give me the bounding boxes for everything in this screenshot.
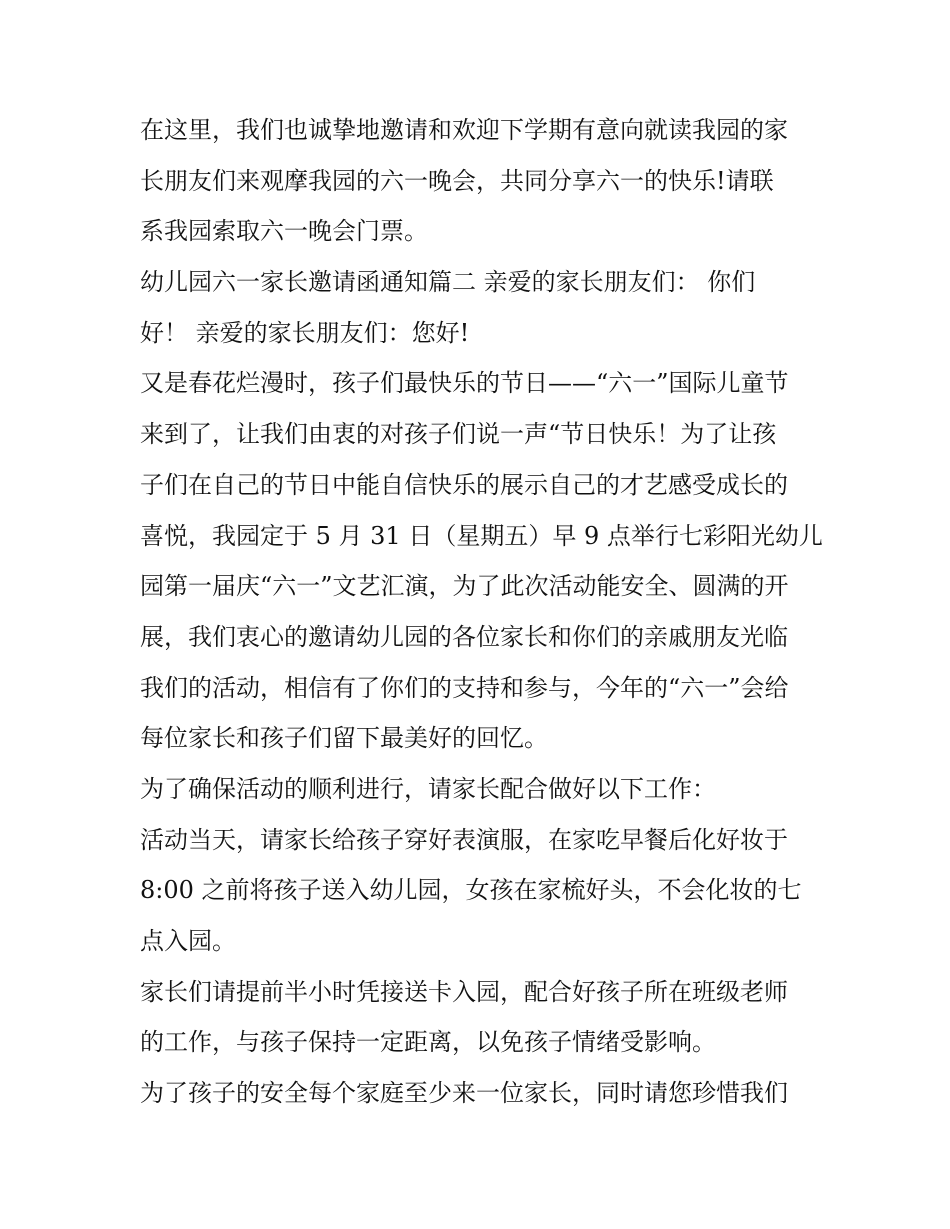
text-line: 家长们请提前半小时凭接送卡入园，配合好孩子所在班级老师: [140, 977, 788, 1006]
text-line: 活动当天，请家长给孩子穿好表演服，在家吃早餐后化好妆于: [140, 825, 788, 854]
paragraph-cooperation-intro: [140, 764, 812, 815]
text-line: 点入园。: [140, 927, 236, 955]
text-line: 系我园索取六一晚会门票。: [140, 217, 428, 246]
text-line: 的工作，与孩子保持一定距离，以免孩子情绪受影响。: [140, 1028, 716, 1057]
paragraph-welcome-invitation: [140, 105, 812, 257]
text-line: 长朋友们来观摩我园的六一晚会，共同分享六一的快乐!请联: [140, 166, 774, 195]
paragraph-section-two-heading: [140, 257, 812, 358]
text-line: 园第一届庆“六一”文艺汇演，为了此次活动能安全、圆满的开: [140, 572, 789, 601]
text-line: 喜悦，我园定于 5 月 31 日（星期五）早 9 点举行七彩阳光幼儿: [140, 521, 823, 550]
text-line: 为了确保活动的顺利进行，请家长配合做好以下工作：: [140, 774, 716, 803]
text-line: 8:00 之前将孩子送入幼儿园，女孩在家梳好头，不会化妆的七: [140, 876, 802, 905]
document-body: [140, 105, 823, 1119]
text-line: 子们在自己的节日中能自信快乐的展示自己的才艺感受成长的: [140, 470, 788, 499]
text-line: 我们的活动，相信有了你们的支持和参与，今年的“六一”会给: [140, 673, 789, 702]
text-line: 来到了，让我们由衷的对孩子们说一声“节日快乐！为了让孩: [140, 420, 777, 449]
text-line: 每位家长和孩子们留下最美好的回忆。: [140, 724, 548, 753]
text-line: 为了孩子的安全每个家庭至少来一位家长，同时请您珍惜我们: [140, 1079, 788, 1108]
paragraph-event-announcement: [140, 358, 823, 764]
paragraph-safety-note: [140, 1068, 812, 1119]
paragraph-event-day-instructions: [140, 815, 812, 967]
text-line: 又是春花烂漫时，孩子们最快乐的节日——“六一”国际儿童节: [140, 369, 789, 398]
text-line: 在这里，我们也诚挚地邀请和欢迎下学期有意向就读我园的家: [140, 116, 788, 144]
text-line: 展，我们衷心的邀请幼儿园的各位家长和你们的亲戚朋友光临: [140, 622, 788, 651]
paragraph-entry-card-instructions: [140, 967, 812, 1068]
text-line: 好！ 亲爱的家长朋友们：您好!: [140, 318, 470, 347]
text-line: 幼儿园六一家长邀请函通知篇二 亲爱的家长朋友们： 你们: [140, 268, 756, 297]
